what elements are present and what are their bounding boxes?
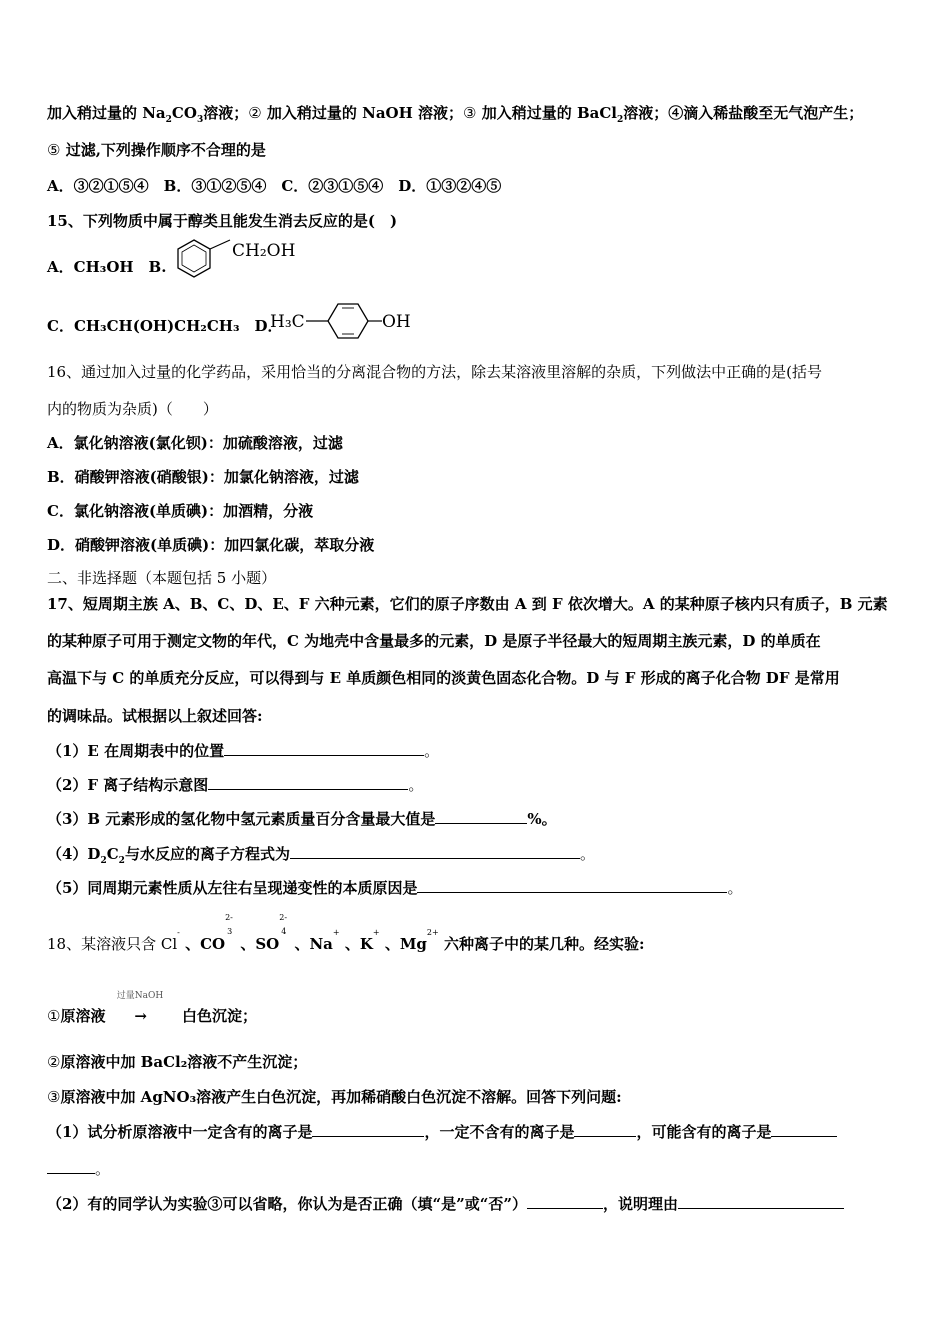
answer-blank[interactable] [208,774,408,790]
q17-part-4: $(4)D_2C_2$与水反应的离子方程式为 。 [47,845,595,866]
q17-part-3: （3）B 元素形成的氢化物中氢元素质量百分含量最大值是 %。 [47,810,557,828]
p-cresol-structure [270,296,420,346]
answer-blank[interactable] [771,1121,837,1137]
q17-stem-4: 的调味品。试根据以上叙述回答: [47,707,263,725]
answer-blank[interactable] [47,1158,95,1174]
answer-blank[interactable] [224,740,424,756]
answer-blank[interactable] [312,1121,424,1137]
q16-option-d: D．硝酸钾溶液(单质碘)：加四氯化碳，萃取分液 [47,536,375,554]
answer-blank[interactable] [527,1193,603,1209]
h3c-label: H₃C [270,312,305,332]
q15-stem: 15、下列物质中属于醇类且能发生消去反应的是( ) [47,212,398,230]
q18-experiment-1: ①原溶液 过量NaOH → 白色沉淀； [47,991,257,1025]
q18-part-2: （2）有的同学认为实验③可以省略，你认为是否正确（填“是”或“否”） ，说明理由 [47,1193,844,1214]
answer-blank[interactable] [678,1193,844,1209]
q16-stem-2: 内的物质为杂质)（ ） [47,400,218,418]
q17-stem-1: 17、短周期主族 A、B、C、D、E、F 六种元素，它们的原子序数由 A 到 F 依次增大。A 的某种原子核内只有质子，B 元素 [47,595,888,613]
q16-option-b: B．硝酸钾溶液(硝酸银)：加氯化钠溶液，过滤 [47,468,359,486]
answer-blank[interactable] [574,1121,636,1137]
answer-blank[interactable] [290,843,580,859]
q15-option-ab: A．CH₃OH B. [47,258,167,276]
q18-experiment-3: ③原溶液中加 AgNO₃溶液产生白色沉淀，再加稀硝酸白色沉淀不溶解。回答下列问题: [47,1088,622,1106]
benzyl-alcohol-structure [170,234,300,286]
q17-part-1: （1）E 在周期表中的位置 。 [47,742,440,760]
q14-line2: ⑤ 过滤,下列操作顺序不合理的是 [47,141,266,159]
q17-part-2: （2）F 离子结构示意图 。 [47,776,424,794]
q18-experiment-2: ②原溶液中加 BaCl₂溶液不产生沉淀； [47,1053,308,1071]
q16-option-a: A．氯化钠溶液(氯化钡)：加硫酸溶液，过滤 [47,434,343,452]
oh-label: OH [382,312,411,332]
q18-stem: 18、某溶液只含 Cl- 、CO 2- 3 、SO 2- 4 、Na+ 、K+ 、$Mg^{2+}$ 六种离子中的某几种。经实验: [47,913,645,953]
q16-option-c: C．氯化钠溶液(单质碘)：加酒精，分液 [47,502,314,520]
q18-part-1-cont: 。 [47,1158,110,1179]
answer-blank[interactable] [417,877,727,893]
q14-options: A．③②①⑤④ B．③①②⑤④ C．②③①⑤④ D．①③②④⑤ [47,177,502,195]
section-2-heading: 二、非选择题（本题包括 5 小题） [47,569,277,587]
ch2oh-label: CH₂OH [232,241,296,261]
q14-line1: 加入稍过量的 $Na_2CO_3$溶液；② 加入稍过量的 NaOH 溶液；③ 加入稍过量的 BaCl$_2$溶液；④滴入稀盐酸至无气泡产生； [47,104,864,125]
q15-option-cd: C．CH₃CH(OH)CH₂CH₃ D． [47,317,283,335]
q17-stem-2: 的某种原子可用于测定文物的年代，C 为地壳中含量最多的元素，D 是原子半径最大的短周期主族元素，D 的单质在 [47,632,821,650]
q17-part-5: （5）同周期元素性质从左往右呈现递变性的本质原因是 。 [47,879,743,897]
reaction-arrow: 过量NaOH → [116,991,164,1025]
q18-part-1: （1）试分析原溶液中一定含有的离子是 ，一定不含有的离子是 ，可能含有的离子是 [47,1121,837,1142]
q16-stem-1: 16、通过加入过量的化学药品，采用恰当的分离混合物的方法，除去某溶液里溶解的杂质，下列做法中正确的是(括号 [47,363,822,381]
q17-stem-3: 高温下与 C 的单质充分反应，可以得到与 E 单质颜色相同的淡黄色固态化合物。D 与 F 形成的离子化合物 DF 是常用 [47,669,840,687]
answer-blank[interactable] [435,808,527,824]
